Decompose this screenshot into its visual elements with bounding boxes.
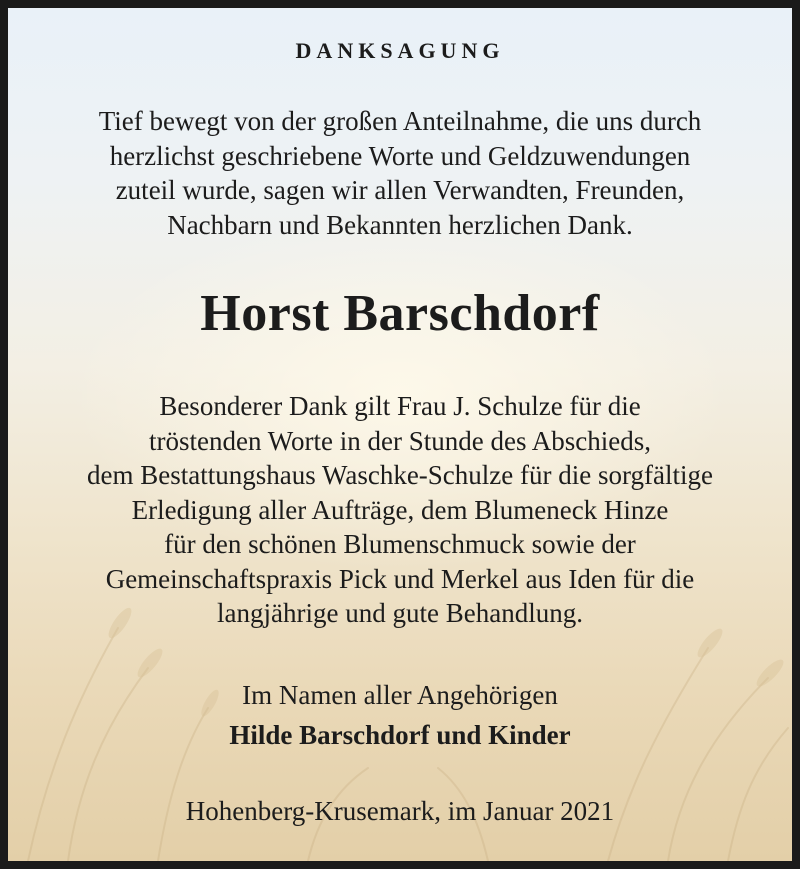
place-date: Hohenberg-Krusemark, im Januar 2021 [185,796,615,826]
thanks-line: Besonderer Dank gilt Frau J. Schulze für die [159,391,641,421]
thanks-line: langjährige und gute Behandlung. [217,598,583,628]
intro-line: zuteil wurde, sagen wir allen Verwandten, Freunden, [115,175,685,205]
thanks-line: Gemeinschaftspraxis Pick und Merkel aus Iden für die [105,563,695,594]
thanks-line: für den schönen Blumenschmuck sowie der [164,529,636,559]
thanks-line: tröstenden Worte in der Stunde des Abschieds, [149,425,651,456]
intro-line: Nachbarn und Bekannten herzlichen Dank. [167,209,633,240]
obituary-card [8,8,792,861]
signer-name: Hilde Barschdorf und Kinder [229,720,571,750]
heading: DANKSAGUNG [295,38,505,63]
intro-line: Tief bewegt von der großen Anteilnahme, die uns durch [98,106,702,136]
intro-line: herzlichst geschriebene Worte und Geldzuwendungen [109,140,691,171]
thanks-paragraph [8,389,792,631]
on-behalf-line: Im Namen aller Angehörigen [242,680,558,710]
thanks-line: Erledigung aller Aufträge, dem Blumeneck Hinze [131,494,669,525]
deceased-name: Horst Barschdorf [200,285,600,342]
thanks-line: dem Bestattungshaus Waschke-Schulze für die sorgfältige [87,460,713,490]
intro-paragraph [8,104,792,242]
